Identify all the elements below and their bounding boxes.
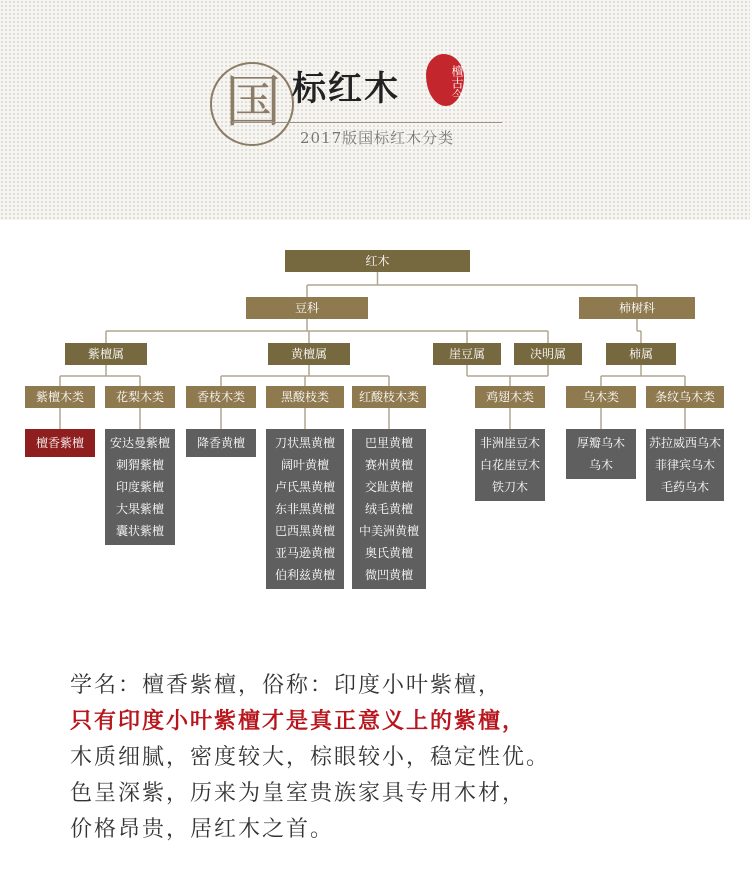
species-label: 安达曼紫檀 — [109, 436, 171, 450]
species-label: 印度紫檀 — [115, 480, 165, 494]
species-label: 非洲崖豆木 — [479, 436, 541, 450]
node-type-label: 红酸枝木类 — [358, 390, 420, 404]
species-label: 阔叶黄檀 — [280, 458, 330, 472]
species-label: 赛州黄檀 — [364, 458, 414, 472]
node-type-label: 黑酸枝类 — [280, 390, 330, 404]
species-label: 苏拉威西乌木 — [648, 436, 722, 450]
species-label: 囊状紫檀 — [115, 524, 165, 538]
species-label: 厚瓣乌木 — [576, 436, 626, 450]
species-label: 中美洲黄檀 — [358, 524, 420, 538]
node-family-label: 柿树科 — [618, 301, 656, 315]
description-line: 色呈深紫，历来为皇室贵族家具专用木材， — [70, 781, 527, 806]
species-label: 奥氏黄檀 — [364, 546, 414, 560]
species-label: 刀状黑黄檀 — [274, 436, 336, 450]
species-label: 巴西黑黄檀 — [274, 524, 336, 538]
species-label: 微凹黄檀 — [364, 568, 414, 582]
description-line: 木质细腻，密度较大，棕眼较小，稳定性优。 — [70, 745, 551, 770]
species-label: 毛药乌木 — [660, 480, 710, 494]
node-type-label: 鸡翅木类 — [485, 390, 535, 404]
species-label: 卢氏黑黄檀 — [274, 480, 336, 494]
species-label: 乌木 — [588, 458, 614, 472]
species-label: 铁刀木 — [491, 480, 529, 494]
node-genus-label: 柿属 — [628, 347, 654, 361]
node-family-label: 豆科 — [294, 301, 320, 315]
species-label: 白花崖豆木 — [479, 458, 541, 472]
emblem-character: 国 — [225, 70, 281, 135]
node-genus-label: 崖豆属 — [448, 347, 486, 361]
node-genus-label: 紫檀属 — [87, 347, 125, 361]
species-highlight-label: 檀香紫檀 — [35, 436, 85, 450]
page-subtitle: 2017版国标红木分类 — [300, 129, 455, 147]
node-type-label: 紫檀木类 — [35, 390, 85, 404]
page-title: 标红木 — [292, 69, 400, 109]
description-highlight-line: 只有印度小叶紫檀才是真正意义上的紫檀， — [70, 709, 527, 734]
species-label: 巴里黄檀 — [364, 436, 414, 450]
node-type-label: 香枝木类 — [196, 390, 246, 404]
species-label: 刺猬紫檀 — [115, 458, 165, 472]
species-label: 菲律宾乌木 — [654, 458, 716, 472]
brand-seal: 檀古今 — [426, 54, 464, 106]
species-label: 亚马逊黄檀 — [274, 546, 336, 560]
node-type-label: 条纹乌木类 — [654, 390, 716, 404]
species-label: 东非黑黄檀 — [274, 502, 336, 516]
node-type-label: 乌木类 — [582, 390, 620, 404]
species-label: 交趾黄檀 — [364, 480, 414, 494]
node-genus-label: 决明属 — [529, 347, 567, 361]
species-label: 绒毛黄檀 — [364, 502, 414, 516]
node-root-label: 红木 — [365, 254, 390, 268]
species-label: 大果紫檀 — [115, 502, 165, 516]
description-line: 价格昂贵，居红木之首。 — [70, 817, 335, 842]
description-line: 学名：檀香紫檀，俗称：印度小叶紫檀， — [70, 673, 503, 698]
node-genus-label: 黄檀属 — [290, 347, 328, 361]
species-label: 伯利兹黄檀 — [274, 568, 336, 582]
node-type-label: 花梨木类 — [115, 390, 165, 404]
species-label: 降香黄檀 — [196, 436, 246, 450]
description-text — [70, 668, 710, 848]
